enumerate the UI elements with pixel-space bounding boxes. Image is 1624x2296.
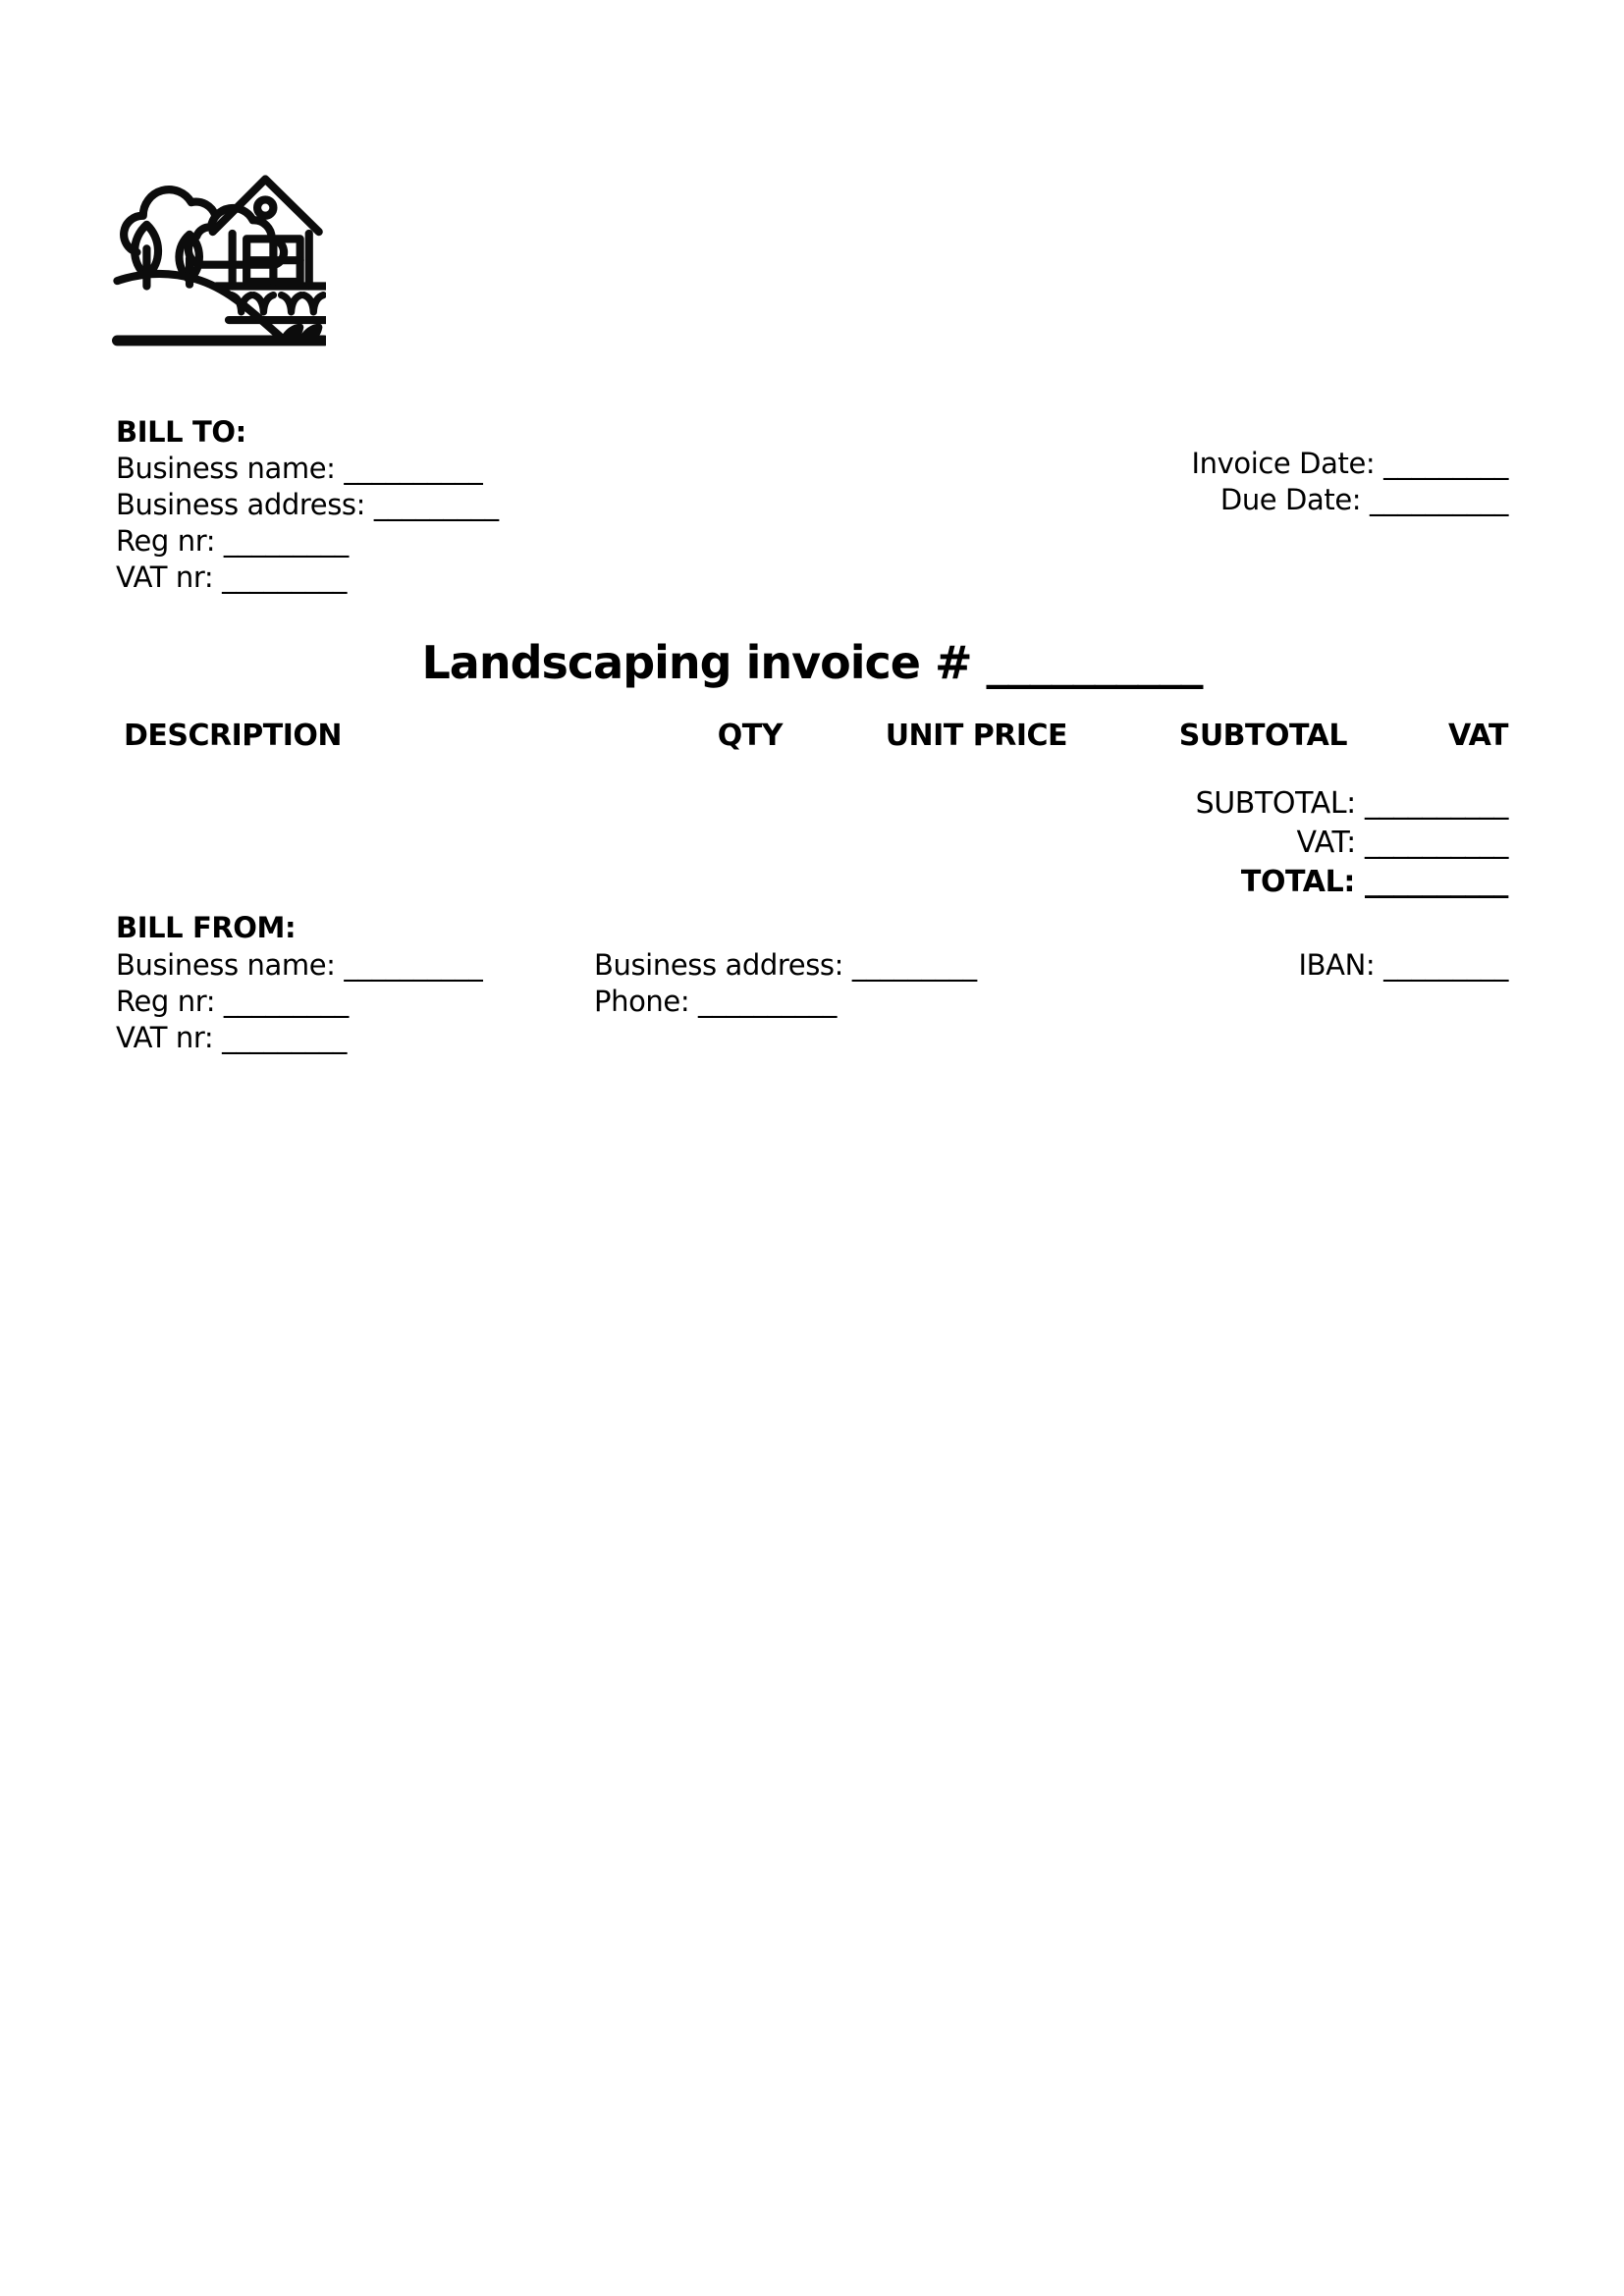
field-label: IBAN: (1298, 948, 1376, 982)
bill-from-col1 (116, 947, 594, 1056)
bill-from-section (116, 947, 1508, 1056)
blank-line: __________ (344, 948, 483, 982)
bill-to-block (116, 414, 499, 596)
blank-line: _________ (373, 488, 499, 521)
blank-line: _________ (222, 561, 348, 594)
field-label: Business address: (116, 488, 366, 521)
blank-line: _________ (223, 524, 349, 558)
bill-to-business-address-row (116, 487, 499, 523)
field-label: Due Date: (1219, 483, 1362, 516)
field-label: Reg nr: (116, 524, 216, 558)
subtotal-row (116, 784, 1508, 824)
field-label: Business name: (116, 948, 336, 982)
field-label: Reg nr: (116, 985, 216, 1018)
field-label: SUBTOTAL: (1195, 786, 1356, 821)
blank-line: __________ (1364, 786, 1508, 821)
blank-line: __________ (1369, 483, 1508, 516)
landscaping-logo-icon (112, 145, 326, 359)
landscaping-scene-logo (112, 145, 326, 359)
blank-line: __________ (344, 452, 483, 485)
bill-from-heading: BILL FROM: (116, 911, 297, 944)
bill-to-business-name-row (116, 451, 499, 487)
blank-line: __________ (1364, 865, 1508, 899)
due-date-row (1191, 482, 1508, 518)
table-header-qty: QTY (717, 719, 783, 753)
field-label: VAT: (1296, 826, 1356, 860)
bill-from-col2 (594, 947, 981, 1056)
table-header-description: DESCRIPTION (124, 719, 343, 753)
field-label: Phone: (594, 985, 690, 1018)
field-label: VAT nr: (116, 1021, 214, 1054)
dates-block (1191, 446, 1508, 596)
bill-from-business-address-row (594, 947, 981, 984)
billto-section (116, 414, 1508, 596)
bill-to-heading: BILL TO: (116, 415, 246, 449)
blank-line: _________ (223, 985, 349, 1018)
blank-line: _________ (1383, 447, 1508, 480)
field-label: Business address: (594, 948, 844, 982)
blank-line: _________ (1383, 948, 1508, 982)
bill-from-phone-row (594, 984, 981, 1020)
table-header-unit-price: UNIT PRICE (885, 719, 1067, 753)
bill-from-col3 (981, 947, 1508, 1056)
blank-line: _________ (851, 948, 977, 982)
field-label: TOTAL: (1240, 865, 1355, 899)
bill-from-reg-nr-row (116, 984, 594, 1020)
bill-from-business-name-row (116, 947, 594, 984)
invoice-date-row (1191, 446, 1508, 482)
invoice-title-text: Landscaping invoice # (421, 636, 972, 689)
vat-row (116, 824, 1508, 863)
field-label: VAT nr: (116, 561, 214, 594)
table-header-vat: VAT (1447, 719, 1508, 753)
total-row (116, 863, 1508, 902)
field-label: Invoice Date: (1191, 447, 1376, 480)
bill-from-iban-row (981, 947, 1508, 984)
field-label: Business name: (116, 452, 336, 485)
blank-line: __________ (698, 985, 838, 1018)
blank-line: __________ (1364, 826, 1508, 860)
blank-line: _________ (222, 1021, 348, 1054)
bill-to-vat-nr-row (116, 560, 499, 596)
invoice-number-blank: __________ (986, 636, 1203, 689)
bill-from-vat-nr-row (116, 1020, 594, 1056)
page-title (116, 635, 1508, 690)
table-header-subtotal: SUBTOTAL (1178, 719, 1347, 753)
table-header-row (116, 718, 1508, 755)
bill-to-reg-nr-row (116, 523, 499, 560)
totals-block (116, 784, 1508, 902)
